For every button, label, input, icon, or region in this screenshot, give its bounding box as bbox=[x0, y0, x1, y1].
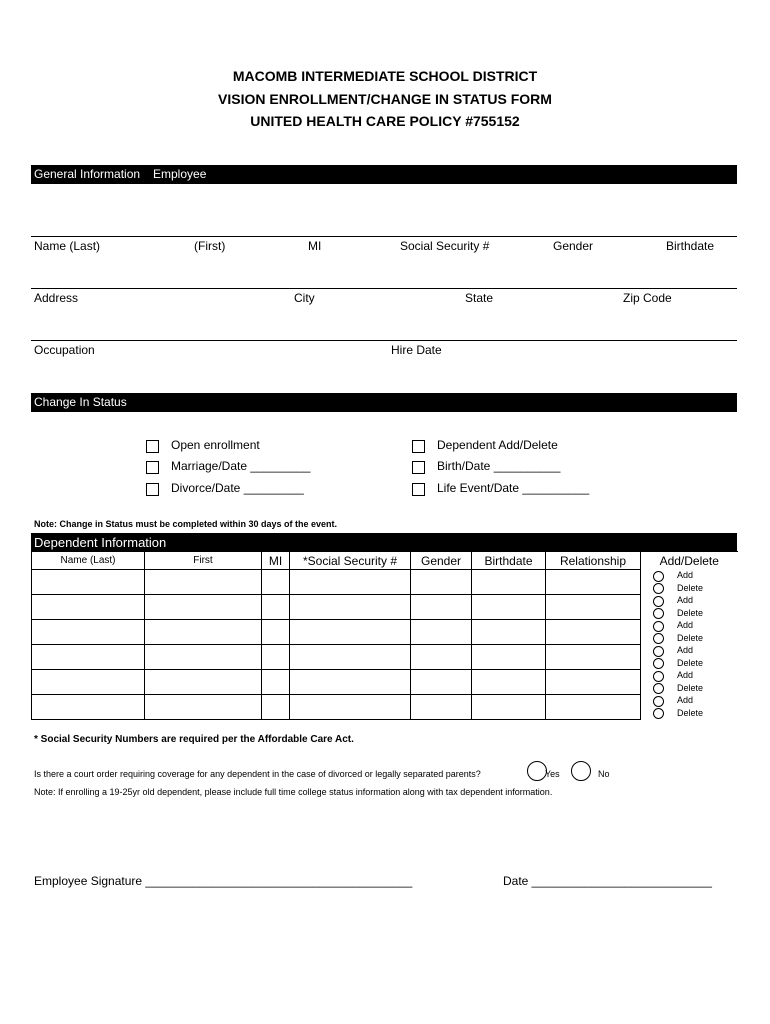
dependent-birthdate-cell[interactable] bbox=[472, 670, 546, 695]
form-title-district: MACOMB INTERMEDIATE SCHOOL DISTRICT bbox=[232, 68, 538, 84]
delete-label: Delete bbox=[677, 607, 704, 618]
delete-label: Delete bbox=[677, 582, 704, 593]
zip-code-label: Zip Code bbox=[623, 291, 672, 305]
court-order-yes-label: Yes bbox=[545, 769, 560, 779]
dependent-gender-cell[interactable] bbox=[411, 670, 472, 695]
dependent-first-cell[interactable] bbox=[145, 570, 262, 595]
dependent-relationship-cell[interactable] bbox=[546, 570, 641, 595]
dependent-mi-cell[interactable] bbox=[262, 595, 290, 620]
ssn-required-note: * Social Security Numbers are required per the Affordable Care Act. bbox=[34, 734, 354, 745]
divorce-checkbox[interactable] bbox=[146, 483, 159, 496]
dependent-ssn-cell[interactable] bbox=[290, 670, 411, 695]
dependent-gender-cell[interactable] bbox=[411, 570, 472, 595]
birthdate-label: Birthdate bbox=[666, 239, 715, 253]
dependent-gender-cell[interactable] bbox=[411, 645, 472, 670]
dependent-birthdate-cell[interactable] bbox=[472, 645, 546, 670]
occupation-row-line[interactable] bbox=[31, 340, 737, 341]
general-information-bar bbox=[31, 165, 737, 184]
dependent-table bbox=[31, 551, 738, 720]
dependent-row bbox=[32, 645, 738, 670]
dependent-first-cell[interactable] bbox=[145, 695, 262, 720]
col-ssn: *Social Security # bbox=[290, 552, 411, 570]
add-delete-cell bbox=[641, 670, 738, 695]
open-enrollment-checkbox[interactable] bbox=[146, 440, 159, 453]
dependent-birthdate-cell[interactable] bbox=[472, 620, 546, 645]
delete-radio[interactable] bbox=[653, 608, 664, 619]
delete-radio[interactable] bbox=[653, 658, 664, 669]
gender-label: Gender bbox=[553, 239, 594, 253]
dependent-ssn-cell[interactable] bbox=[290, 595, 411, 620]
dependent-relationship-cell[interactable] bbox=[546, 670, 641, 695]
dependent-ssn-cell[interactable] bbox=[290, 645, 411, 670]
dependent-mi-cell[interactable] bbox=[262, 570, 290, 595]
dependent-mi-cell[interactable] bbox=[262, 695, 290, 720]
delete-label: Delete bbox=[677, 632, 704, 643]
dependent-gender-cell[interactable] bbox=[411, 620, 472, 645]
dependent-mi-cell[interactable] bbox=[262, 670, 290, 695]
delete-radio[interactable] bbox=[653, 583, 664, 594]
delete-radio[interactable] bbox=[653, 633, 664, 644]
dependent-ssn-cell[interactable] bbox=[290, 695, 411, 720]
col-name-last: Name (Last) bbox=[32, 552, 145, 570]
col-birthdate: Birthdate bbox=[472, 552, 546, 570]
change-in-status-label: Change In Status bbox=[34, 395, 127, 409]
birth-checkbox[interactable] bbox=[412, 461, 425, 474]
employee-signature-field[interactable]: Employee Signature ________________________________________ bbox=[34, 874, 413, 888]
col-add-delete: Add/Delete bbox=[641, 552, 738, 570]
dependent-ssn-cell[interactable] bbox=[290, 620, 411, 645]
dependent-gender-cell[interactable] bbox=[411, 695, 472, 720]
dependent-information-title: Dependent Information bbox=[34, 535, 167, 550]
add-label: Add bbox=[677, 569, 694, 580]
occupation-label: Occupation bbox=[34, 343, 95, 357]
state-label: State bbox=[465, 291, 494, 305]
delete-label: Delete bbox=[677, 682, 704, 693]
court-order-no-radio[interactable] bbox=[571, 761, 591, 781]
employee-label: Employee bbox=[153, 167, 207, 181]
name-last-label: Name (Last) bbox=[34, 239, 101, 253]
life-event-checkbox[interactable] bbox=[412, 483, 425, 496]
dependent-row bbox=[32, 620, 738, 645]
dependent-relationship-cell[interactable] bbox=[546, 695, 641, 720]
address-row-line[interactable] bbox=[31, 288, 737, 289]
delete-radio[interactable] bbox=[653, 708, 664, 719]
col-gender: Gender bbox=[411, 552, 472, 570]
address-label: Address bbox=[34, 291, 79, 305]
city-label: City bbox=[294, 291, 315, 305]
dependent-relationship-cell[interactable] bbox=[546, 645, 641, 670]
dependent-ssn-cell[interactable] bbox=[290, 570, 411, 595]
add-delete-cell bbox=[641, 645, 738, 670]
dependent-birthdate-cell[interactable] bbox=[472, 570, 546, 595]
dependent-name-last-cell[interactable] bbox=[32, 645, 145, 670]
dependent-relationship-cell[interactable] bbox=[546, 595, 641, 620]
dependent-first-cell[interactable] bbox=[145, 670, 262, 695]
dependent-row bbox=[32, 695, 738, 720]
ssn-label: Social Security # bbox=[400, 239, 490, 253]
add-label: Add bbox=[677, 644, 694, 655]
col-mi: MI bbox=[262, 552, 290, 570]
general-information-label: General Information bbox=[34, 167, 141, 181]
add-label: Add bbox=[677, 694, 694, 705]
birth-label: Birth/Date __________ bbox=[437, 459, 561, 473]
dependent-name-last-cell[interactable] bbox=[32, 620, 145, 645]
dependent-row bbox=[32, 570, 738, 595]
first-name-label: (First) bbox=[194, 239, 226, 253]
dependent-birthdate-cell[interactable] bbox=[472, 695, 546, 720]
add-label: Add bbox=[677, 669, 694, 680]
dependent-name-last-cell[interactable] bbox=[32, 570, 145, 595]
add-radio[interactable] bbox=[653, 571, 664, 582]
add-delete-cell bbox=[641, 620, 738, 645]
dependent-birthdate-cell[interactable] bbox=[472, 595, 546, 620]
dependent-name-last-cell[interactable] bbox=[32, 695, 145, 720]
add-delete-cell bbox=[641, 570, 738, 595]
dependent-first-cell[interactable] bbox=[145, 645, 262, 670]
court-order-question: Is there a court order requiring coverage for any dependent in the case of divorced or legally separated parents? bbox=[34, 769, 481, 779]
add-label: Add bbox=[677, 619, 694, 630]
dependent-mi-cell[interactable] bbox=[262, 620, 290, 645]
dependent-name-last-cell[interactable] bbox=[32, 670, 145, 695]
delete-radio[interactable] bbox=[653, 683, 664, 694]
add-radio[interactable] bbox=[653, 621, 664, 632]
marriage-checkbox[interactable] bbox=[146, 461, 159, 474]
add-radio[interactable] bbox=[653, 646, 664, 657]
marriage-label: Marriage/Date _________ bbox=[171, 459, 311, 473]
dependent-add-delete-checkbox[interactable] bbox=[412, 440, 425, 453]
open-enrollment-label: Open enrollment bbox=[171, 438, 260, 452]
dependent-gender-cell[interactable] bbox=[411, 595, 472, 620]
dependent-mi-cell[interactable] bbox=[262, 645, 290, 670]
add-radio[interactable] bbox=[653, 696, 664, 707]
form-title-form-name: VISION ENROLLMENT/CHANGE IN STATUS FORM bbox=[218, 91, 552, 107]
dependent-relationship-cell[interactable] bbox=[546, 620, 641, 645]
life-event-label: Life Event/Date __________ bbox=[437, 481, 590, 495]
add-radio[interactable] bbox=[653, 596, 664, 607]
name-row-line[interactable] bbox=[31, 236, 737, 237]
court-order-yes-radio[interactable] bbox=[527, 761, 547, 781]
change-status-note: Note: Change in Status must be completed within 30 days of the event. bbox=[34, 519, 338, 529]
dependent-row bbox=[32, 595, 738, 620]
dependent-first-cell[interactable] bbox=[145, 620, 262, 645]
divorce-label: Divorce/Date _________ bbox=[171, 481, 304, 495]
form-title-policy: UNITED HEALTH CARE POLICY #755152 bbox=[250, 113, 520, 129]
college-status-note: Note: If enrolling a 19-25yr old dependent, please include full time college status information along with tax dependent information. bbox=[34, 787, 553, 797]
dependent-table-header bbox=[32, 552, 738, 570]
col-relationship: Relationship bbox=[546, 552, 641, 570]
change-in-status-bar bbox=[31, 393, 737, 412]
add-label: Add bbox=[677, 594, 694, 605]
add-delete-cell bbox=[641, 595, 738, 620]
add-delete-cell bbox=[641, 695, 738, 720]
signature-date-field[interactable]: Date ___________________________ bbox=[503, 874, 712, 888]
col-first: First bbox=[145, 552, 262, 570]
add-radio[interactable] bbox=[653, 671, 664, 682]
court-order-no-label: No bbox=[598, 769, 610, 779]
dependent-row bbox=[32, 670, 738, 695]
dependent-name-last-cell[interactable] bbox=[32, 595, 145, 620]
mi-label: MI bbox=[308, 239, 322, 253]
hire-date-label: Hire Date bbox=[391, 343, 442, 357]
dependent-add-delete-label: Dependent Add/Delete bbox=[437, 438, 558, 452]
dependent-first-cell[interactable] bbox=[145, 595, 262, 620]
delete-label: Delete bbox=[677, 707, 704, 718]
delete-label: Delete bbox=[677, 657, 704, 668]
